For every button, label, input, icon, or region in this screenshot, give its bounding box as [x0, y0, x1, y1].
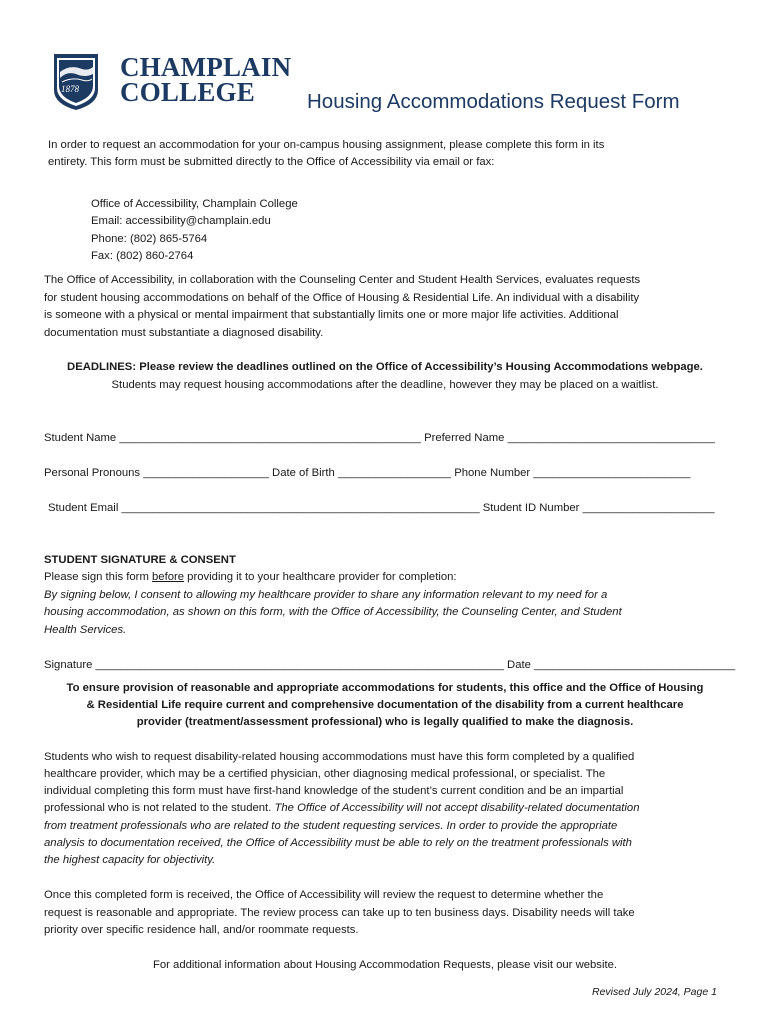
intro-line-2: entirety. This form must be submitted directly to the Office of Accessibility via email or fax: [48, 156, 495, 168]
college-logo-shield [52, 52, 100, 112]
signature-row [44, 657, 735, 675]
dob-field[interactable]: __________________ [337, 467, 452, 479]
preferred-name-field[interactable]: _________________________________ [507, 432, 715, 444]
provider-line-3: individual completing this form must have first-hand knowledge of the student’s current condition and be an impartial [44, 785, 624, 797]
form-title: Housing Accommodations Request Form [307, 90, 680, 113]
dob-label: Date of Birth [272, 467, 335, 479]
consent-instr-post: providing it to your healthcare provider for completion: [184, 571, 457, 583]
about-line-1: The Office of Accessibility, in collaboration with the Counseling Center and Student Health Services, evaluates requests [44, 274, 641, 286]
review-line-3: priority over specific residence hall, and/or roommate requests. [44, 924, 359, 936]
consent-heading: STUDENT SIGNATURE & CONSENT [44, 554, 236, 566]
student-id-field[interactable]: _____________________ [582, 502, 715, 514]
about-line-2: for student housing accommodations on behalf of the Office of Housing & Residential Life. An individual with a disability [44, 292, 640, 304]
provider-line-2: healthcare provider, which may be a certified physician, other diagnosing medical professional, or specialist. The [44, 768, 606, 780]
consent-instruction [44, 569, 457, 587]
provider-line-1: Students who wish to request disability-related housing accommodations must have this form completed by a qualified [44, 751, 635, 763]
signature-field[interactable]: _________________________________________________________________ [95, 659, 504, 671]
pronouns-field[interactable]: ____________________ [143, 467, 269, 479]
email-row [48, 500, 715, 518]
contact-email: Email: accessibility@champlain.edu [91, 215, 271, 227]
contact-fax: Fax: (802) 860-2764 [91, 250, 194, 262]
student-email-label: Student Email [48, 502, 119, 514]
contact-phone: Phone: (802) 865-5764 [91, 233, 208, 245]
college-name-line1: CHAMPLAIN [120, 52, 292, 82]
intro-line-1: In order to request an accommodation for your on-campus housing assignment, please complete this form in its [48, 139, 605, 151]
student-id-label: Student ID Number [482, 502, 580, 514]
signature-label: Signature [44, 659, 93, 671]
consent-instr-pre: Please sign this form [44, 571, 152, 583]
pronouns-row [44, 465, 690, 483]
provider-line-4-italic: The Office of Accessibility will not accept disability-related documentation [274, 802, 640, 814]
contact-office: Office of Accessibility, Champlain College [91, 198, 298, 210]
review-line-2: request is reasonable and appropriate. The review process can take up to ten business days. Disability needs will take [44, 907, 635, 919]
provider-line-7: the highest capacity for objectivity. [44, 854, 216, 866]
date-field[interactable]: ________________________________ [534, 659, 736, 671]
college-name-line2: COLLEGE [120, 77, 255, 107]
deadlines-note: Students may request housing accommodations after the deadline, however they may be placed on a waitlist. [111, 379, 659, 391]
phone-field[interactable]: _________________________ [533, 467, 691, 479]
consent-italic-2: housing accommodation, as shown on this form, with the Office of Accessibility, the Counseling Center, and Student [44, 606, 622, 618]
logo-year: 1878 [61, 84, 79, 94]
student-email-field[interactable]: _________________________________________________________ [121, 502, 480, 514]
footer-info: For additional information about Housing Accommodation Requests, please visit our website. [152, 959, 618, 971]
provision-line-1: To ensure provision of reasonable and appropriate accommodations for students, this office and the Office of Housing [66, 682, 704, 694]
consent-italic-3: Health Services. [44, 624, 127, 636]
student-name-label: Student Name [44, 432, 117, 444]
revision-note: Revised July 2024, Page 1 [592, 986, 717, 998]
date-label: Date [507, 659, 531, 671]
provider-line-5: from treatment professionals who are related to the student requesting services. In order to provide the appropriate [44, 820, 618, 832]
review-line-1: Once this completed form is received, the Office of Accessibility will review the request to determine whether the [44, 889, 604, 901]
provider-line-4-plain: professional who is not related to the student. [44, 802, 275, 814]
provider-line-4 [44, 800, 640, 818]
preferred-name-label: Preferred Name [424, 432, 505, 444]
college-name [120, 52, 292, 107]
about-line-4: documentation must substantiate a diagnosed disability. [44, 327, 324, 339]
consent-italic-1: By signing below, I consent to allowing my healthcare provider to share any information relevant to my need for a [44, 589, 608, 601]
provider-line-6: analysis to documentation received, the Office of Accessibility must be able to rely on the treatment professionals with [44, 837, 632, 849]
student-name-row [44, 430, 715, 448]
deadlines-heading: DEADLINES: Please review the deadlines outlined on the Office of Accessibility’s Housing Accommodations webpage. [67, 361, 703, 373]
student-name-field[interactable]: ________________________________________________ [119, 432, 421, 444]
pronouns-label: Personal Pronouns [44, 467, 141, 479]
provision-line-3: provider (treatment/assessment professional) who is legally qualified to make the diagnosis. [136, 716, 634, 728]
provision-line-2: & Residential Life require current and comprehensive documentation of the disability from a current healthcare [86, 699, 684, 711]
about-line-3: is someone with a physical or mental impairment that substantially limits one or more major life activities. Additional [44, 309, 619, 321]
phone-label: Phone Number [454, 467, 531, 479]
consent-instr-underlined: before [152, 571, 185, 583]
